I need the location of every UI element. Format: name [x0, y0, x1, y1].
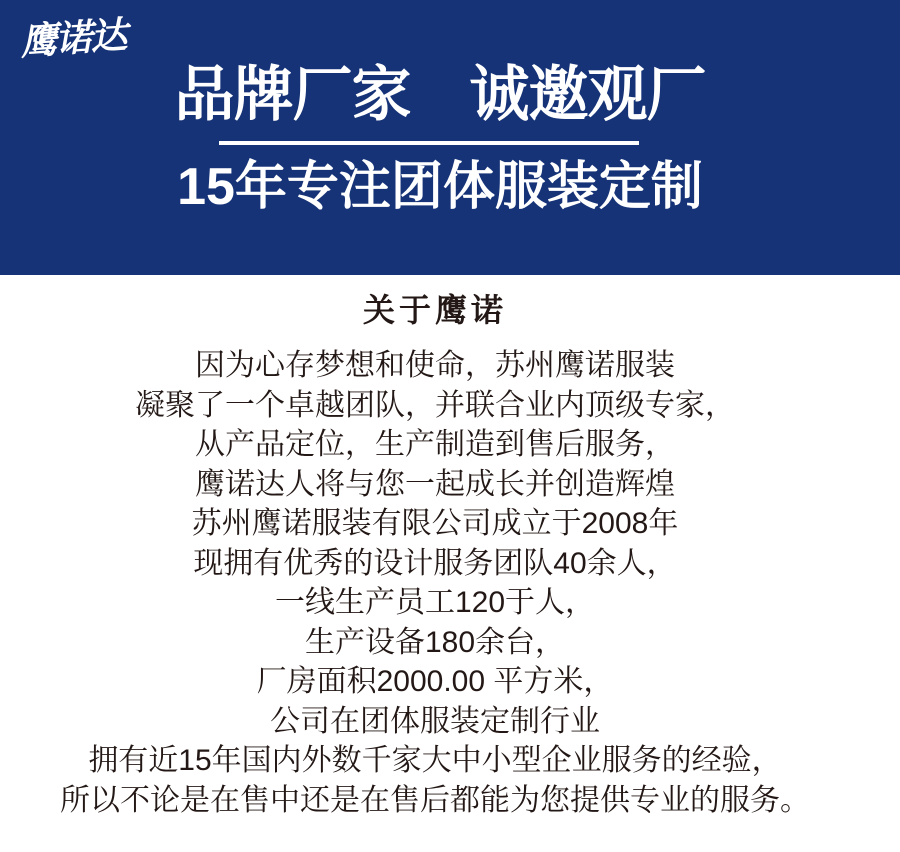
about-line: 生产设备180余台， — [304, 625, 566, 659]
about-line: 一线生产员工120于人， — [274, 586, 596, 619]
title-divider — [219, 141, 639, 145]
about-section — [0, 275, 900, 820]
brand-logo: 鹰诺达 — [18, 12, 127, 64]
about-text-block — [0, 346, 870, 820]
about-line: 凝聚了一个卓越团队，并联合业内顶级专家， — [135, 388, 735, 422]
banner-title: 品牌厂家 诚邀观厂 — [174, 61, 706, 128]
about-line: 鹰诺达人将与您一起成长并创造辉煌 — [195, 467, 675, 501]
about-heading: 关于鹰诺 — [362, 292, 507, 328]
about-line: 拥有近15年国内外数千家大中小型企业服务的经验， — [88, 744, 782, 777]
about-line: 苏州鹰诺服装有限公司成立于2008年 — [191, 507, 679, 540]
about-line: 公司在团体服装定制行业 — [270, 704, 600, 738]
about-line: 所以不论是在售中还是在售后都能为您提供专业的服务。 — [60, 783, 810, 817]
about-line: 厂房面积2000.00 平方米， — [256, 665, 614, 698]
about-line: 现拥有优秀的设计服务团队40余人， — [193, 546, 677, 580]
header-banner — [0, 0, 900, 275]
about-line: 从产品定位，生产制造到售后服务， — [195, 428, 675, 461]
about-line: 因为心存梦想和使命，苏州鹰诺服装 — [195, 349, 675, 382]
banner-subtitle: 15年专注团体服装定制 — [177, 158, 703, 216]
